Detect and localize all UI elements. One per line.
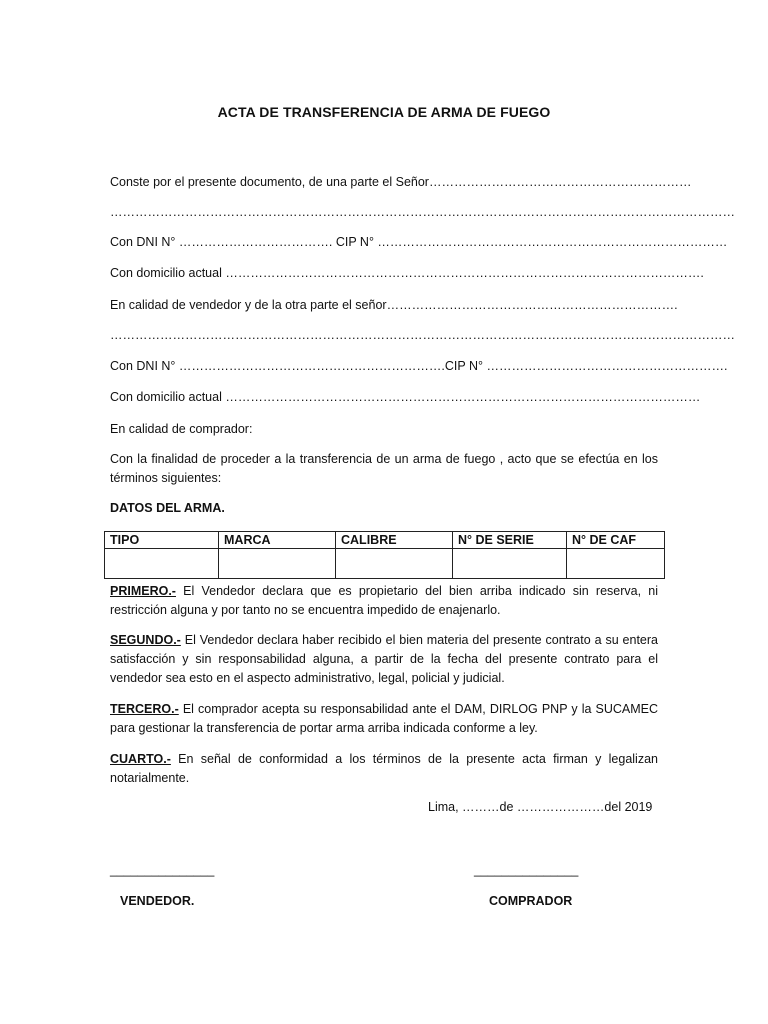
buyer-role-line: En calidad de comprador: (110, 422, 253, 436)
seller-signature-label: VENDEDOR. (120, 894, 195, 908)
weapon-data-heading: DATOS DEL ARMA. (110, 501, 225, 515)
buyer-intro-line: En calidad de vendedor y de la otra parte el señor……………………………………………………………. (110, 298, 678, 312)
buyer-address-line: Con domicilio actual …………………………………………………………………………………………………… (110, 390, 701, 404)
date-line: Lima, ………de …………………del 2019 (428, 800, 653, 814)
header-serie: N° DE SERIE (453, 532, 567, 549)
header-caf: N° DE CAF (567, 532, 665, 549)
buyer-signature-line: _______________ (474, 863, 579, 877)
table-header-row (105, 532, 665, 549)
clause-text: El Vendedor declara que es propietario del bien arriba indicado sin reserva, ni restricción alguna y por tanto no se encuentra impedido de enajenarlo. (110, 584, 658, 617)
buyer-signature-label: COMPRADOR (489, 894, 573, 908)
cell-calibre (336, 549, 453, 579)
clause-text: El Vendedor declara haber recibido el bien materia del presente contrato a su entera satisfacción y sin responsabilidad alguna, a partir de la fecha del presente contrato para el vendedor sea esto en el aspecto administrativo, legal, policial y judicial. (110, 633, 658, 685)
table-row (105, 549, 665, 579)
header-marca: MARCA (219, 532, 336, 549)
clause-tercero (110, 700, 658, 738)
seller-address-line: Con domicilio actual ……………………………………………………………………………………………………. (110, 266, 704, 280)
clause-segundo (110, 631, 658, 688)
seller-name-continuation: …………………………………………………………………………………………………………………………………… (110, 205, 735, 219)
document-title: ACTA DE TRANSFERENCIA DE ARMA DE FUEGO (217, 104, 551, 120)
clause-primero (110, 582, 658, 620)
clause-cuarto (110, 750, 658, 788)
clause-text: El comprador acepta su responsabilidad ante el DAM, DIRLOG PNP y la SUCAMEC para gestionar la transferencia de portar arma arriba indicada conforme a ley. (110, 702, 658, 735)
buyer-name-continuation: …………………………………………………………………………………………………………………………………… (110, 328, 735, 342)
cell-marca (219, 549, 336, 579)
purpose-paragraph: Con la finalidad de proceder a la transferencia de un arma de fuego , acto que se efectúa en los términos siguientes: (110, 452, 658, 485)
seller-name-line: Conste por el presente documento, de una parte el Señor……………………………………………………… (110, 175, 692, 189)
header-tipo: TIPO (105, 532, 219, 549)
seller-dni-line: Con DNI N° ………………………………. CIP N° ………………………………………………………………………… (110, 235, 728, 249)
clause-label: CUARTO.- (110, 752, 171, 766)
weapon-data-table (104, 531, 665, 579)
cell-caf (567, 549, 665, 579)
header-calibre: CALIBRE (336, 532, 453, 549)
clause-text: En señal de conformidad a los términos de la presente acta firman y legalizan notarialmente. (110, 752, 658, 785)
buyer-dni-line: Con DNI N° ……………………………………………………….CIP N° …………………………………………………. (110, 359, 728, 373)
clause-label: TERCERO.- (110, 702, 179, 716)
cell-serie (453, 549, 567, 579)
cell-tipo (105, 549, 219, 579)
seller-signature-line: _______________ (110, 863, 215, 877)
clause-label: SEGUNDO.- (110, 633, 181, 647)
clause-label: PRIMERO.- (110, 584, 176, 598)
